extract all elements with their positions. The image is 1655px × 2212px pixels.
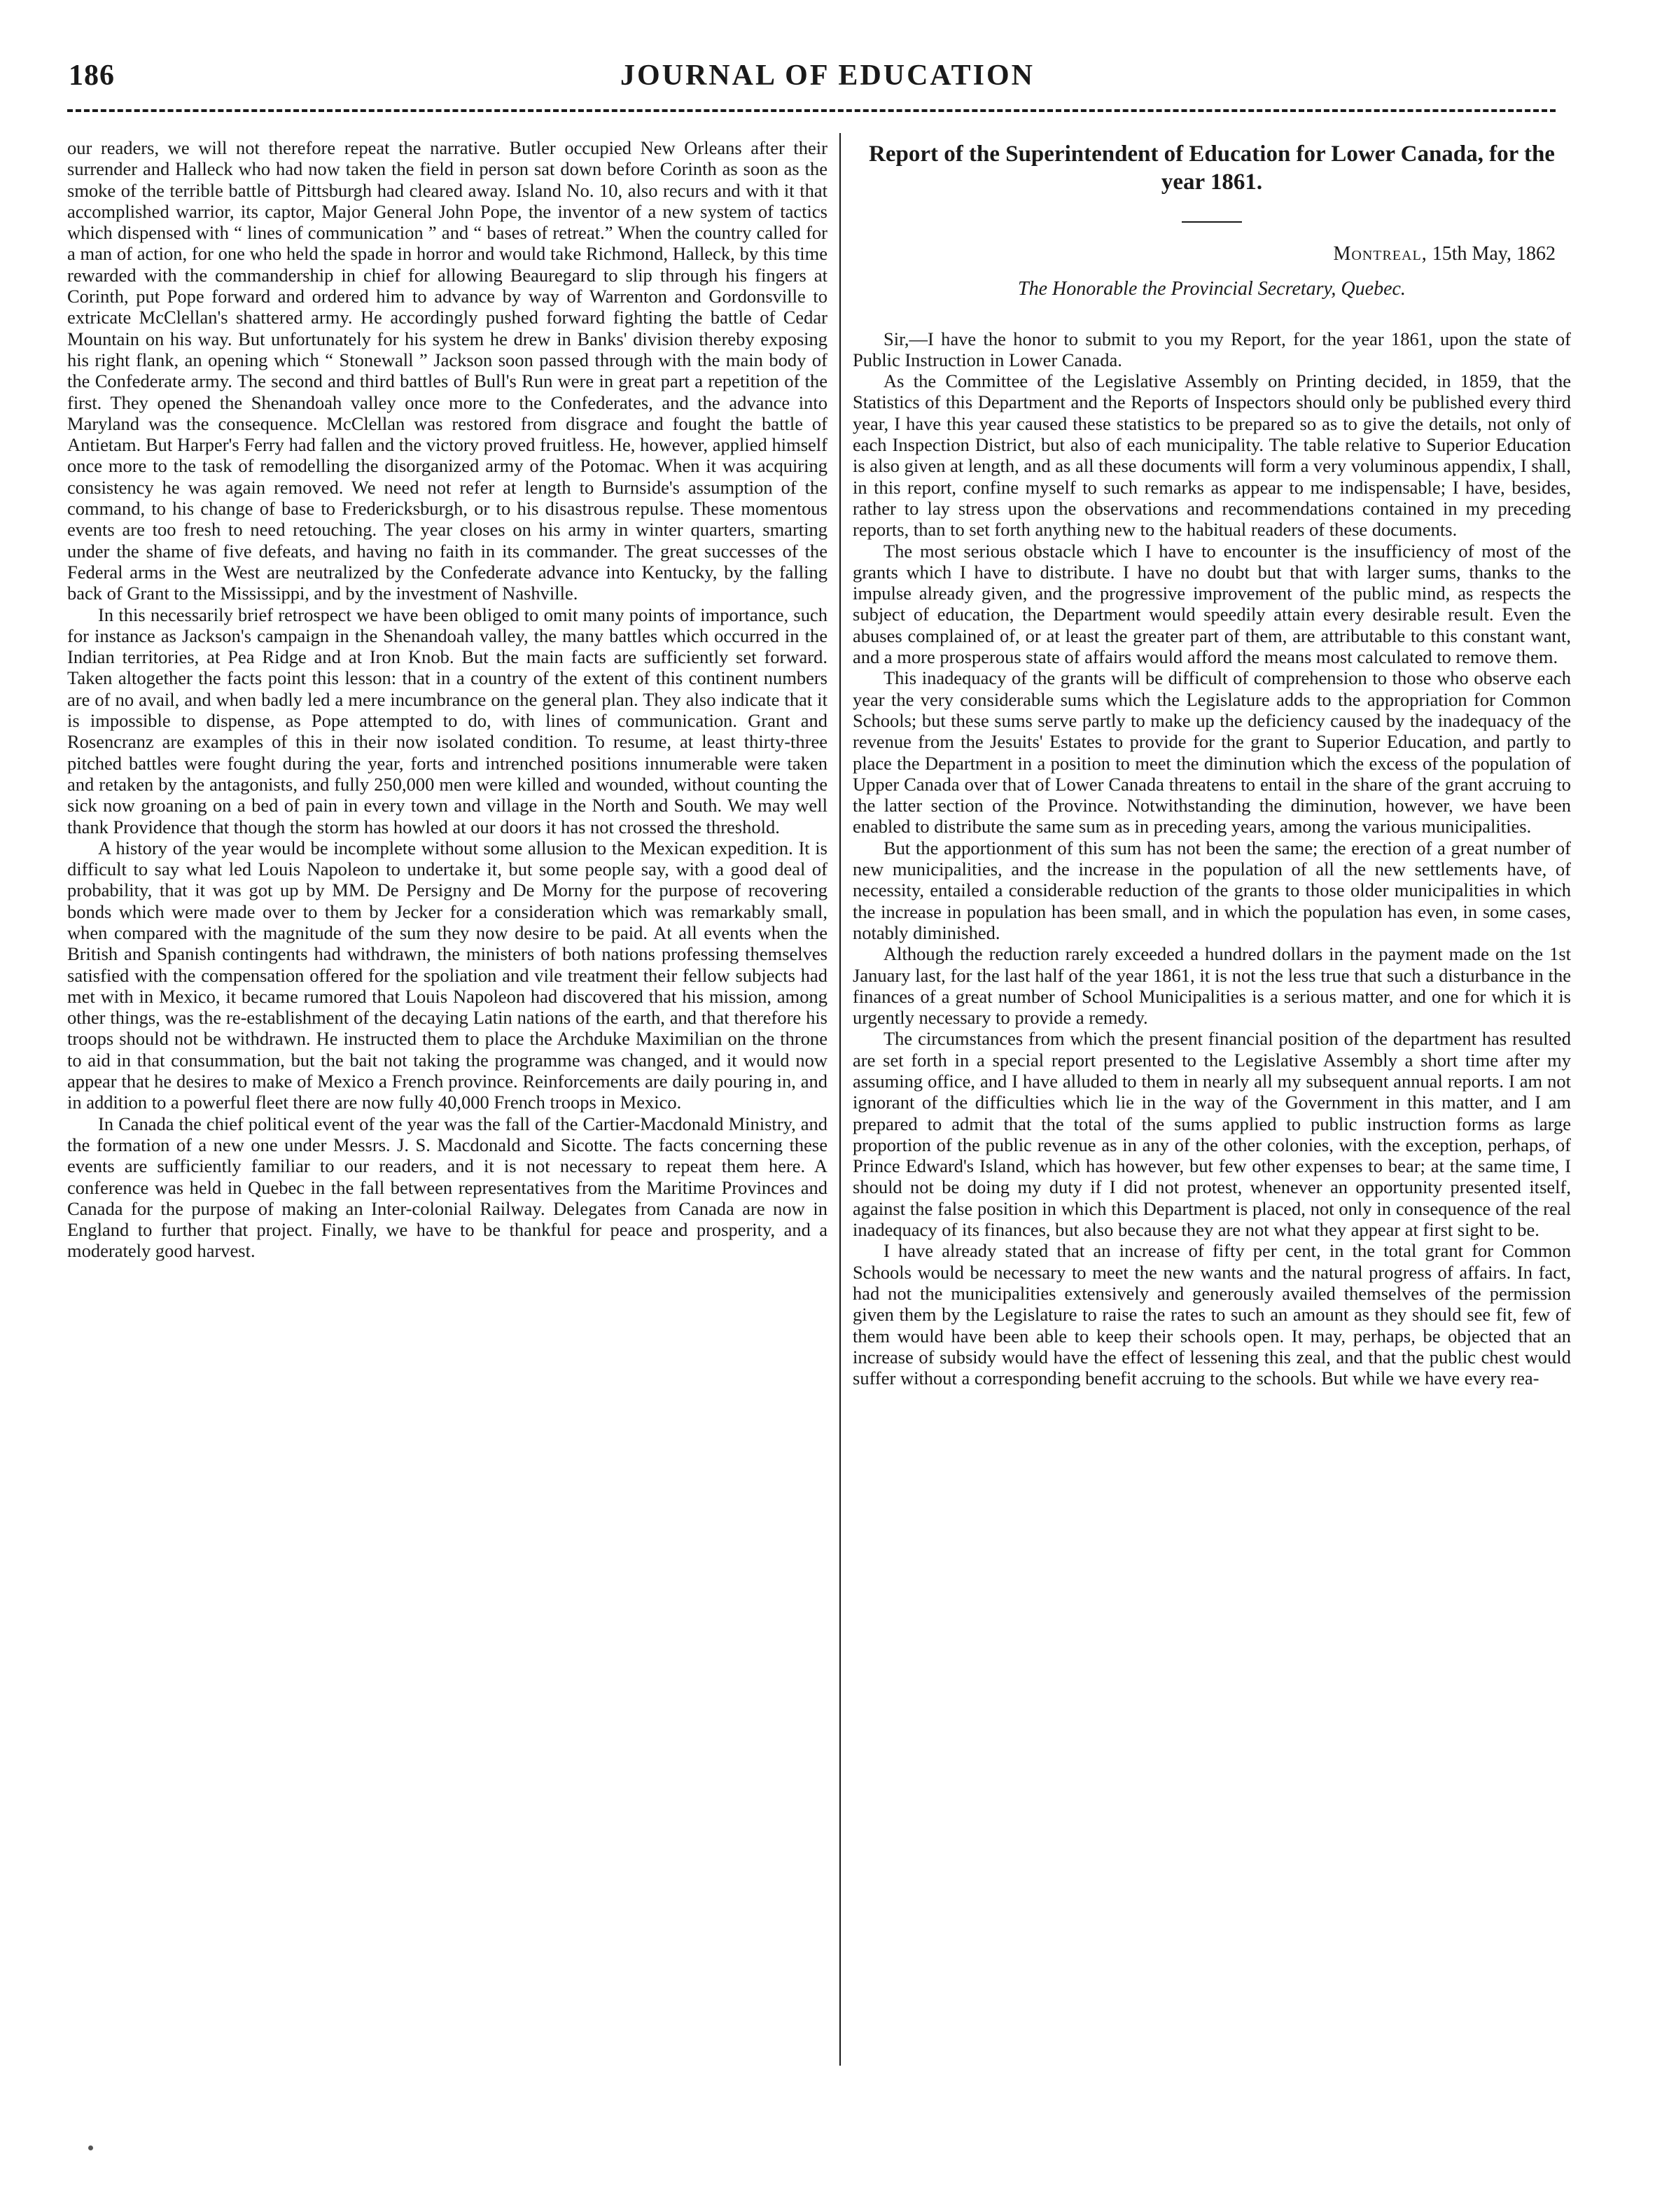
addressee: The Honorable the Provincial Secretary, Quebec. bbox=[1018, 278, 1406, 300]
left-paragraph: In this necessarily brief retrospect we have been obliged to omit many points of importance, such for instance as Jackson's campaign in the Shenandoah valley, the many battles which occurred in the Indian territories, at Pea Ridge and at Iron Knob. But the main facts are sufficiently set forward. Taken altogether the facts point this lesson: that in a country of the extent of this continent numbers are of no avail, and when badly led a mere incumbrance on the general plan. They also indicate that it is impossible to dispense, as Pope attempted to do, with lines of communication. Grant and Rosencranz are examples of this in their now isolated condition. To resume, at least thirty-three pitched battles were fought during the year, forts and intrenched positions innumerable were taken and retaken by the antagonists, and fully 250,000 men were killed and wounded, without counting the sick now groaning on a bed of pain in every town and village in the North and South. We may well thank Providence that though the storm has howled at our doors it has not crossed the threshold. bbox=[67, 604, 828, 837]
right-paragraph: Although the reduction rarely exceeded a hundred dollars in the payment made on the 1st January last, for the last half of the year 1861, it is not the less true that such a disturbance in the finances of a great number of School Municipalities is a serious matter, and one for which it is urgently necessary to provide a remedy. bbox=[853, 943, 1571, 1029]
right-paragraph: But the apportionment of this sum has not been the same; the erection of a great number of new municipalities, and the increase in the population of all the new settlements have, of necessity, entailed a considerable reduction of the grants to those older municipalities in which the increase in population has been small, and in which the population has even, in some cases, notably diminished. bbox=[853, 837, 1571, 943]
right-paragraph: I have already stated that an increase of fifty per cent, in the total grant for Common Schools would be necessary to meet the new wants and the natural progress of affairs. In fact, had not the municipalities extensively and generously availed themselves of the permission given them by the Legislature to raise the rates to such an amount as they should see fit, few of them would have been able to keep their schools open. It may, perhaps, be objected that an increase of subsidy would have the effect of lessening this zeal, and that the public chest would suffer without a corresponding benefit accruing to the schools. But while we have every rea- bbox=[853, 1240, 1571, 1389]
report-title: Report of the Superintendent of Education for Lower Canada, for the year 1861. bbox=[869, 141, 1555, 195]
dateline-place: Montreal, bbox=[1333, 243, 1427, 265]
dateline-date: 15th May, 1862 bbox=[1432, 243, 1556, 265]
right-paragraph: As the Committee of the Legislative Assembly on Printing decided, in 1859, that the Statistics of this Department and the Reports of Inspectors should only be published every third year, I have this year caused these statistics to be prepared so as to give the details, not only of each Inspection District, but also of each municipality. The table relative to Superior Education is also given at length, and as all these documents will form a very voluminous appendix, I shall, in this report, confine myself to such remarks as appear to me indispensable; I have, besides, rather to lay stress upon the observations and recommendations contained in my preceding reports, than to set forth anything new to the habitual readers of these documents. bbox=[853, 370, 1571, 541]
dateline bbox=[853, 244, 1556, 265]
right-paragraph: The most serious obstacle which I have to encounter is the insufficiency of most of the grants which I have to distribute. I have no doubt but that with larger sums, thanks to the impulse already given, and the progressive improvement of the public mind, as respects the subject of education, the Department would speedily attain every desirable result. Even the abuses complained of, or at least the greater part of them, are attributable to this constant want, and a more prosperous state of affairs would afford the means most calculated to remove them. bbox=[853, 540, 1571, 668]
column-divider bbox=[839, 133, 841, 2066]
left-column bbox=[67, 137, 828, 1262]
left-paragraph: our readers, we will not therefore repeat the narrative. Butler occupied New Orleans after their surrender and Halleck who had now taken the field in person sat down before Corinth as soon as the smoke of the terrible battle of Pittsburgh had cleared away. Island No. 10, also recurs and with it that accomplished warrior, its captor, Major General John Pope, the inventor of a new system of tactics which dispensed with “ lines of communication ” and “ bases of retreat.” When the country called for a man of action, for one who held the spade in horror and would take Richmond, Halleck, by this time rewarded with the commandership in chief for allowing Beauregard to slip through his fingers at Corinth, put Pope forward and ordered him to advance by way of Warrenton and Gordonsville to extricate McClellan's shattered army. He accordingly pushed forward fighting the battle of Cedar Mountain on his way. But unfortunately for his system he drew in Banks' division thereby exposing his right flank, an opening which “ Stonewall ” Jackson soon passed through with the main body of the Confederate army. The second and third battles of Bull's Run were in great part a repetition of the first. They opened the Shenandoah valley once more to the Confederates, and the advance into Maryland was the consequence. McClellan was restored from disgrace and fought the battle of Antietam. But Harper's Ferry had fallen and the victory proved fruitless. He, however, applied himself once more to the task of remodelling the disorganized army of the Potomac. When it was acquiring consistency he was again removed. We need not refer at length to Burnside's assumption of the command, to his change of base to Fredericksburgh, or to his disastrous repulse. These momentous events are too fresh to need retouching. The year closes on his army in winter quarters, smarting under the shame of five defeats, and having no faith in its commander. The great successes of the Federal arms in the West are neutralized by the Confederate advance into Kentucky, by the falling back of Grant to the Mississippi, and by the investment of Nashville. bbox=[67, 137, 828, 604]
header-rule bbox=[67, 109, 1556, 112]
right-paragraph: This inadequacy of the grants will be difficult of comprehension to those who observe each year the very considerable sums which the Legislature adds to the appropriation for Common Schools; but these sums serve partly to make up the deficiency caused by the inadequacy of the revenue from the Jesuits' Estates to provide for the grant to Superior Education, and partly to place the Department in a position to meet the diminution which the excess of the population of Upper Canada over that of Lower Canada threatens to entail in the share of the grant accruing to the latter section of the Province. Notwithstanding the diminution, however, we have been enabled to distribute the same sum as in preceding years, among the various municipalities. bbox=[853, 667, 1571, 837]
right-paragraph: Sir,—I have the honor to submit to you my Report, for the year 1861, upon the state of Public Instruction in Lower Canada. bbox=[853, 328, 1571, 370]
stray-ink-mark bbox=[88, 2145, 93, 2150]
right-paragraph: The circumstances from which the present financial position of the department has resulted are set forth in a special report presented to the Legislative Assembly a short time after my assuming office, and I have alluded to them in nearly all my subsequent annual reports. I am not ignorant of the difficulties which lie in the way of the Government in this matter, and I am prepared to admit that the total of the sums applied to public instruction forms as large proportion of the public revenue as in any of the other colonies, with the exception, perhaps, of Prince Edward's Island, which has however, but few other expenses to bear; at the same time, I should not be doing my duty if I did not protest, whenever an opportunity presented itself, against the false position in which this Department is placed, not only in consequence of the real inadequacy of its finances, but also because they are not what they appear at first sight to be. bbox=[853, 1028, 1571, 1241]
left-paragraph: In Canada the chief political event of the year was the fall of the Cartier-Macdonald Ministry, and the formation of a new one under Messrs. J. S. Macdonald and Sicotte. The facts concerning these events are sufficiently familiar to our readers, and it is not necessary to repeat them here. A conference was held in Quebec in the fall between representatives from the Maritime Provinces and Canada for the purpose of making an Inter-colonial Railway. Delegates from Canada are now in England to further that project. Finally, we have to be thankful for peace and prosperity, and a moderately good harvest. bbox=[67, 1113, 828, 1262]
right-column bbox=[853, 137, 1571, 1389]
page-number: 186 bbox=[69, 60, 115, 92]
left-paragraph: A history of the year would be incomplete without some allusion to the Mexican expedition. It is difficult to say what led Louis Napoleon to undertake it, but some people say, with a good deal of probability, that it was got up by MM. De Persigny and De Morny for the purpose of recovering bonds which were made over to them by Jecker for a consideration which was remarkably small, when compared with the magnitude of the sum they now desire to be paid. At all events when the British and Spanish contingents had withdrawn, the ministers of both nations professing themselves satisfied with the compensation offered for the spoliation and vile treatment their fellow subjects had met with in Mexico, it became rumored that Louis Napoleon had discovered that his mission, among other things, was the re-establishment of the decaying Latin nations of the earth, and that therefore his troops should not be withdrawn. He instructed them to place the Archduke Maximilian on the throne to aid in that consummation, but the bait not taking the programme was changed, and it would now appear that he desires to make of Mexico a French province. Reinforcements are daily pouring in, and in addition to a powerful fleet there are now fully 40,000 French troops in Mexico. bbox=[67, 837, 828, 1113]
title-rule bbox=[1182, 221, 1242, 223]
running-title: JOURNAL OF EDUCATION bbox=[620, 60, 1035, 92]
